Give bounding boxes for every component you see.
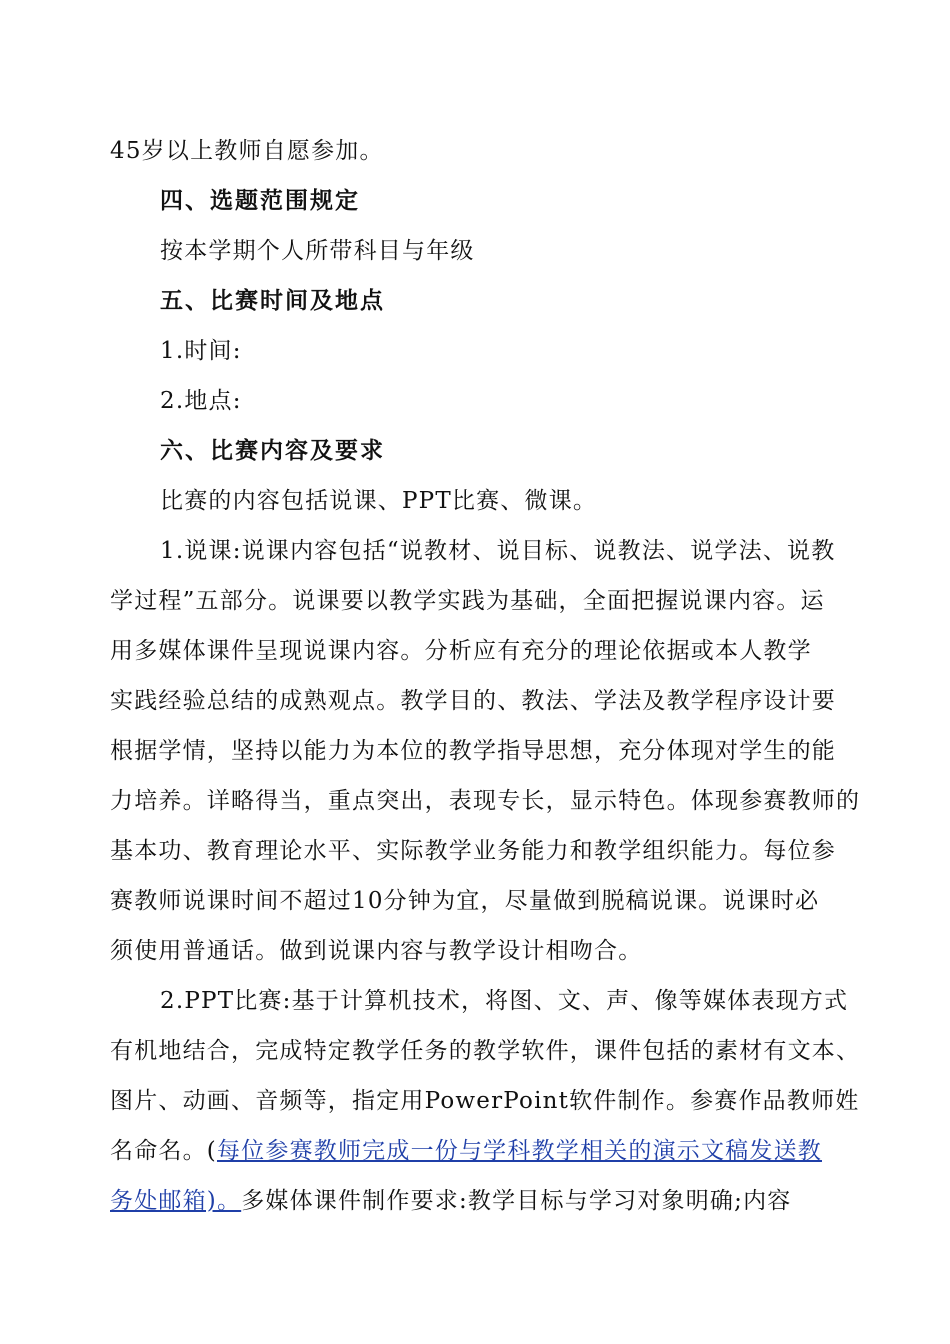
line-suffix: 多媒体课件制作要求:教学目标与学习对象明确;内容 [241, 1188, 792, 1214]
paragraph-line: 2.PPT比赛:基于计算机技术，将图、文、声、像等媒体表现方式 [160, 988, 849, 1014]
paragraph-line: 按本学期个人所带科目与年级 [160, 238, 475, 264]
paragraph-line: 根据学情，坚持以能力为本位的教学指导思想，充分体现对学生的能 [110, 738, 836, 764]
paragraph-line: 45岁以上教师自愿参加。 [110, 138, 384, 164]
line-prefix: 名命名。( [110, 1138, 217, 1164]
location-item: 2.地点: [160, 388, 242, 414]
paragraph-line: 力培养。详略得当，重点突出，表现专长，显示特色。体现参赛教师的 [110, 788, 861, 814]
section-heading-6: 六、比赛内容及要求 [160, 437, 385, 464]
email-instruction-link-continued[interactable]: 务处邮箱)。 [110, 1188, 242, 1214]
paragraph-line [110, 1136, 860, 1166]
paragraph-line: 1.说课:说课内容包括“说教材、说目标、说教法、说学法、说教 [160, 538, 836, 564]
paragraph-line [110, 1186, 860, 1216]
section-heading-4: 四、选题范围规定 [160, 187, 360, 214]
email-instruction-link[interactable]: 每位参赛教师完成一份与学科教学相关的演示文稿发送教 [216, 1138, 822, 1164]
paragraph-line: 比赛的内容包括说课、PPT比赛、微课。 [160, 488, 598, 514]
paragraph-line: 基本功、教育理论水平、实际教学业务能力和教学组织能力。每位参 [110, 838, 836, 864]
paragraph-line: 有机地结合，完成特定教学任务的教学软件，课件包括的素材有文本、 [110, 1038, 861, 1064]
time-item: 1.时间: [160, 338, 242, 364]
paragraph-line: 学过程”五部分。说课要以教学实践为基础，全面把握说课内容。运 [110, 588, 825, 614]
paragraph-line: 用多媒体课件呈现说课内容。分析应有充分的理论依据或本人教学 [110, 638, 812, 664]
paragraph-line: 赛教师说课时间不超过10分钟为宜，尽量做到脱稿说课。说课时必 [110, 888, 820, 914]
paragraph-line: 图片、动画、音频等，指定用PowerPoint软件制作。参赛作品教师姓 [110, 1088, 860, 1114]
paragraph-line: 须使用普通话。做到说课内容与教学设计相吻合。 [110, 938, 643, 964]
section-heading-5: 五、比赛时间及地点 [160, 287, 385, 314]
paragraph-line: 实践经验总结的成熟观点。教学目的、教法、学法及教学程序设计要 [110, 688, 836, 714]
